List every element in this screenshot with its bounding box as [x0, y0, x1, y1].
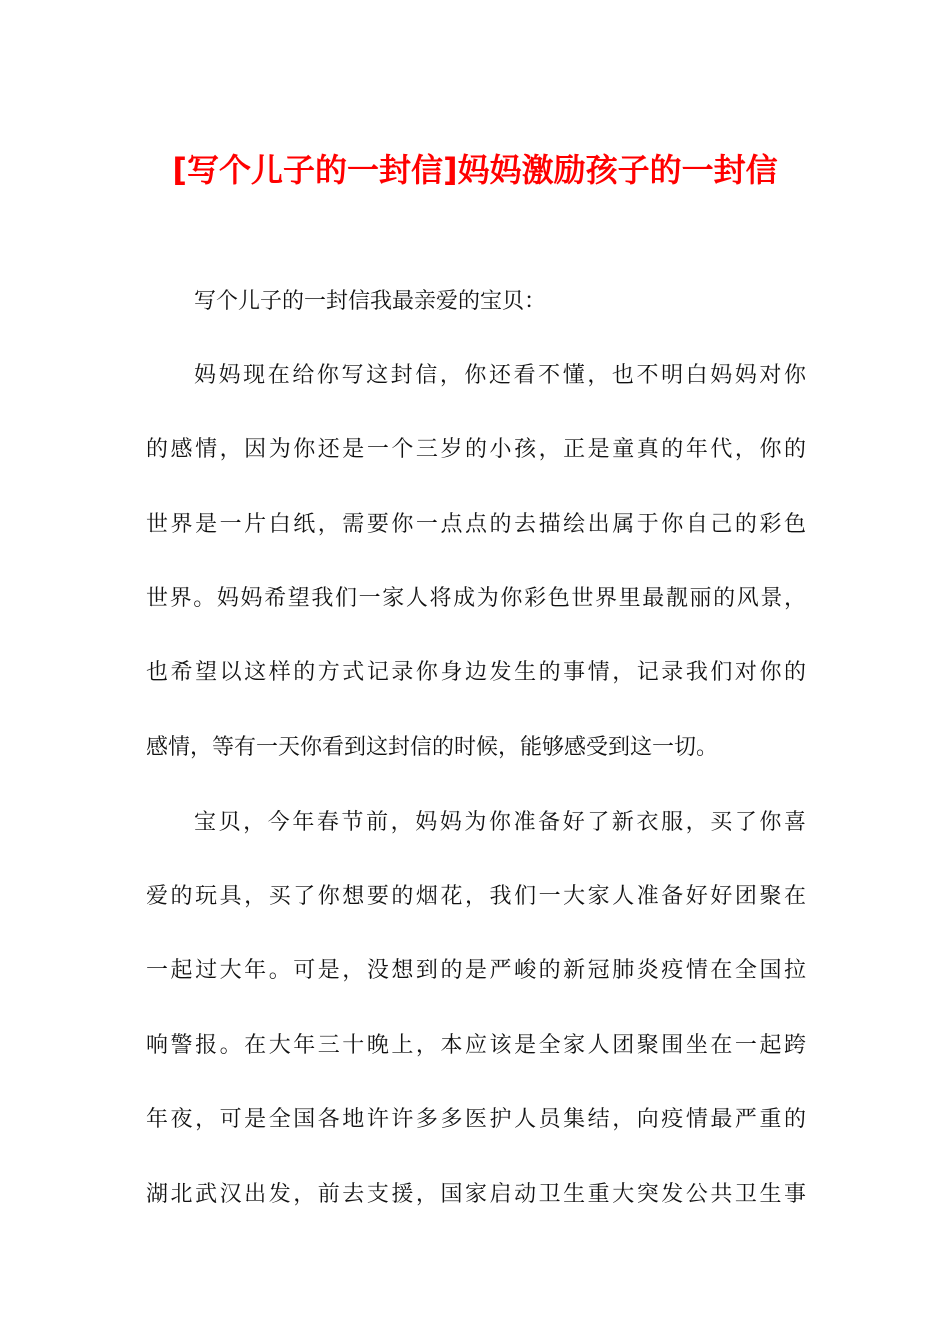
- body-line: 妈妈现在给你写这封信，你还看不懂，也不明白妈妈对你: [194, 363, 806, 388]
- document-title: [写个儿子的一封信]妈妈激励孩子的一封信: [172, 151, 778, 189]
- body-line: 的感情，因为你还是一个三岁的小孩，正是童真的年代，你的: [146, 437, 806, 462]
- body-line: 爱的玩具，买了你想要的烟花，我们一大家人准备好好团聚在: [146, 884, 806, 909]
- body-line: 感情，等有一天你看到这封信的时候，能够感受到这一切。: [146, 735, 719, 760]
- body-line: 世界。妈妈希望我们一家人将成为你彩色世界里最靓丽的风景，: [146, 586, 806, 611]
- body-line: 世界是一片白纸，需要你一点点的去描绘出属于你自己的彩色: [146, 512, 806, 537]
- body-line: 湖北武汉出发，前去支援，国家启动卫生重大突发公共卫生事: [146, 1182, 806, 1207]
- body-line: 也希望以这样的方式记录你身边发生的事情，记录我们对你的: [146, 660, 806, 685]
- body-line: 一起过大年。可是，没想到的是严峻的新冠肺炎疫情在全国拉: [146, 958, 806, 983]
- body-line: 年夜，可是全国各地许许多多医护人员集结，向疫情最严重的: [146, 1107, 806, 1132]
- salutation-line: 写个儿子的一封信我最亲爱的宝贝：: [194, 289, 547, 314]
- body-line: 响警报。在大年三十晚上，本应该是全家人团聚围坐在一起跨: [146, 1033, 806, 1058]
- body-line: 宝贝，今年春节前，妈妈为你准备好了新衣服，买了你喜: [194, 810, 806, 835]
